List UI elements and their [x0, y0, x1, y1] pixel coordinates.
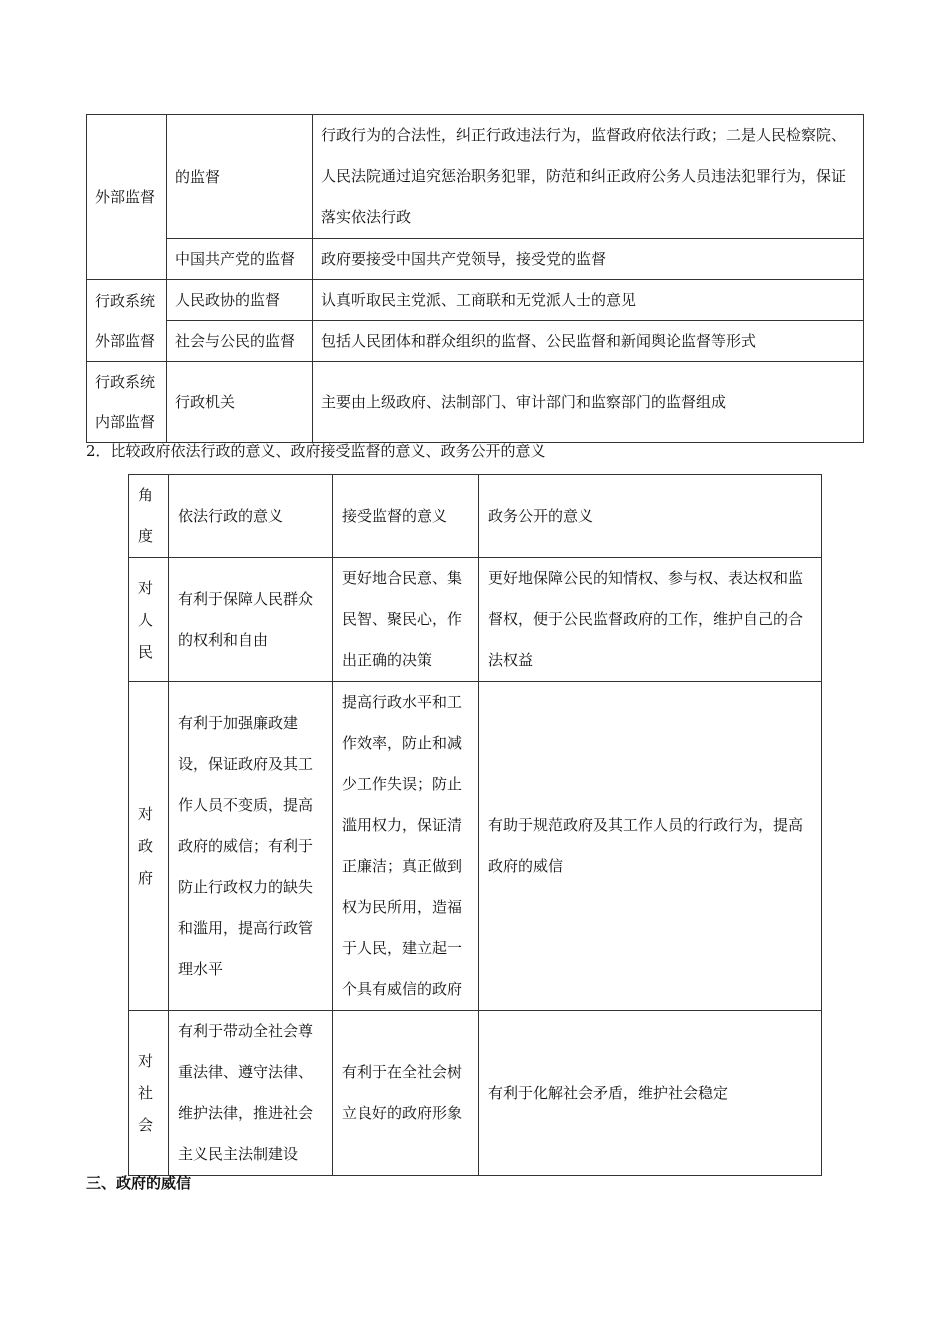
desc-cell: 包括人民团体和群众组织的监督、公民监督和新闻舆论监督等形式: [313, 321, 864, 362]
desc-cell: 认真听取民主党派、工商联和无党派人士的意见: [313, 280, 864, 321]
group-cell: 外部监督: [87, 115, 167, 280]
sub-cell: 中国共产党的监督: [167, 239, 313, 280]
sub-cell: 社会与公民的监督: [167, 321, 313, 362]
group-cell: 行政系统外部监督: [87, 280, 167, 362]
table-row: [129, 682, 822, 1011]
cell: 提高行政水平和工作效率，防止和减少工作失误；防止滥用权力，保证清正廉洁；真正做到权为民所用，造福于人民，建立起一个具有威信的政府: [333, 682, 479, 1011]
angle-cell: [129, 1011, 169, 1176]
section-heading: 三、政府的威信: [86, 1174, 192, 1192]
table-row: [87, 321, 864, 362]
angle-char: 对: [138, 805, 154, 823]
cell: 有利于化解社会矛盾，维护社会稳定: [479, 1011, 822, 1176]
header-cell: 依法行政的意义: [169, 475, 333, 558]
cell: 有助于规范政府及其工作人员的行政行为，提高政府的威信: [479, 682, 822, 1011]
cell: 有利于保障人民群众的权利和自由: [169, 558, 333, 682]
supervision-table: [86, 114, 864, 443]
angle-cell: [129, 682, 169, 1011]
table-row: [129, 558, 822, 682]
sub-cell: 人民政协的监督: [167, 280, 313, 321]
angle-char: 社: [138, 1084, 154, 1102]
table-row: [87, 280, 864, 321]
cell: 更好地保障公民的知情权、参与权、表达权和监督权，便于公民监督政府的工作，维护自己的合法权益: [479, 558, 822, 682]
angle-char: 政: [138, 837, 154, 855]
cell: 有利于在全社会树立良好的政府形象: [333, 1011, 479, 1176]
table-row: [87, 115, 864, 239]
angle-char: 府: [138, 869, 154, 887]
cell: 更好地合民意、集民智、聚民心，作出正确的决策: [333, 558, 479, 682]
desc-cell: 行政行为的合法性，纠正行政违法行为，监督政府依法行政；二是人民检察院、人民法院通过追究惩治职务犯罪，防范和纠正政府公务人员违法犯罪行为，保证落实依法行政: [313, 115, 864, 239]
angle-cell: [129, 558, 169, 682]
table-header-row: [129, 475, 822, 558]
header-cell: 政务公开的意义: [479, 475, 822, 558]
desc-cell: 政府要接受中国共产党领导，接受党的监督: [313, 239, 864, 280]
section-heading: 2．比较政府依法行政的意义、政府接受监督的意义、政务公开的意义: [86, 442, 546, 460]
table-row: [129, 1011, 822, 1176]
angle-char: 对: [138, 578, 154, 597]
sub-cell: 行政机关: [167, 362, 313, 443]
header-cell: 角度: [129, 475, 169, 558]
comparison-table: [128, 474, 822, 1176]
table-row: [87, 239, 864, 280]
angle-char: 民: [138, 642, 154, 661]
table-row: [87, 362, 864, 443]
header-cell: 接受监督的意义: [333, 475, 479, 558]
sub-cell: 的监督: [167, 115, 313, 239]
cell: 有利于加强廉政建设，保证政府及其工作人员不变质，提高政府的威信；有利于防止行政权力的缺失和滥用，提高行政管理水平: [169, 682, 333, 1011]
group-cell: 行政系统内部监督: [87, 362, 167, 443]
angle-char: 会: [138, 1116, 154, 1134]
angle-char: 对: [138, 1052, 154, 1070]
angle-char: 人: [138, 610, 154, 629]
cell: 有利于带动全社会尊重法律、遵守法律、维护法律，推进社会主义民主法制建设: [169, 1011, 333, 1176]
desc-cell: 主要由上级政府、法制部门、审计部门和监察部门的监督组成: [313, 362, 864, 443]
